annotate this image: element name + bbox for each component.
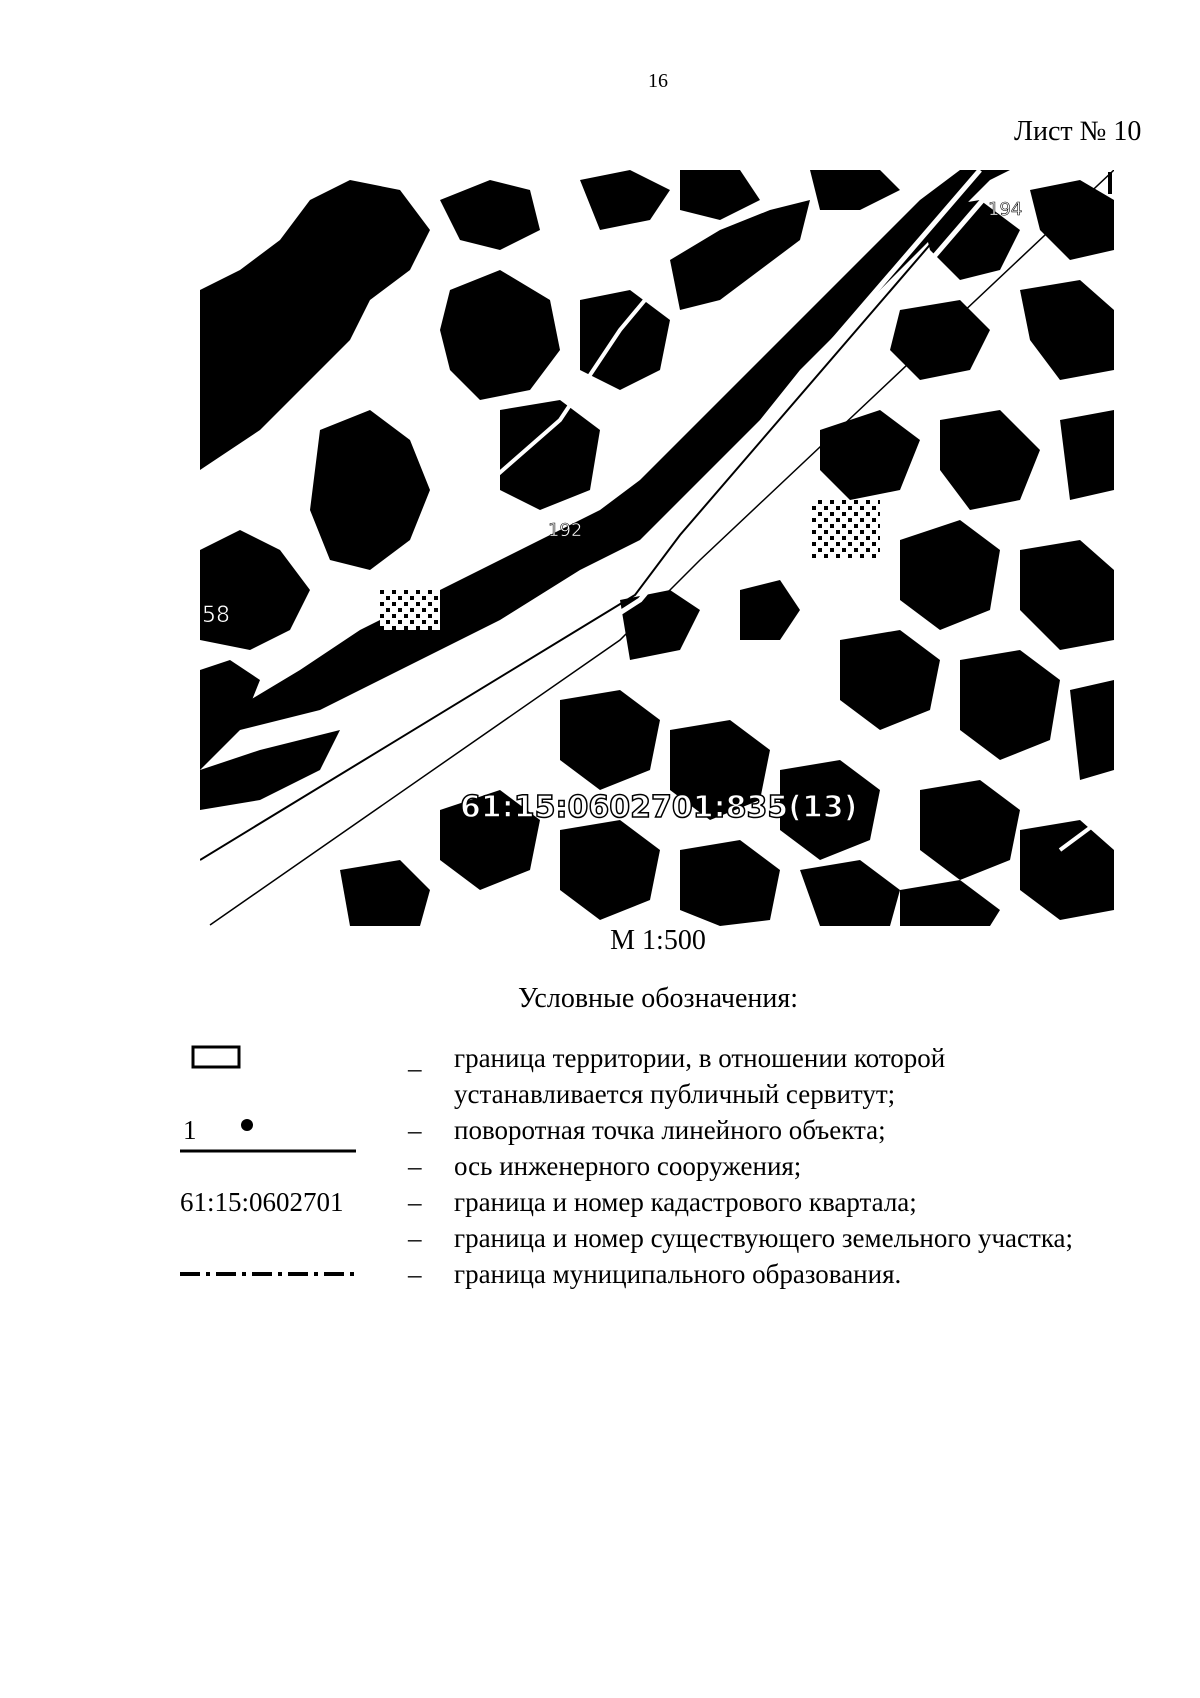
map-parcel-label: 61:15:0602701:835(13)	[460, 790, 858, 825]
legend-symbol-cadastral-number: 61:15:0602701	[180, 1187, 344, 1217]
legend-text: поворотная точка линейного объекта;	[454, 1115, 886, 1145]
legend-symbol-dash-dot-line	[180, 1256, 360, 1292]
legend-dash: –	[408, 1187, 422, 1217]
page-number: 16	[648, 70, 668, 92]
legend-dash: –	[408, 1259, 422, 1289]
legend-item-land-parcel	[180, 1220, 1120, 1256]
map-label-192: 192	[548, 520, 583, 541]
legend-item-municipal-boundary	[180, 1256, 1120, 1292]
map-scale: М 1:500	[610, 925, 706, 956]
map-image	[200, 170, 1114, 926]
legend-text: граница территории, в отношении которой устанавливается публичный сервитут;	[454, 1043, 946, 1109]
legend-item-cadastral-block	[180, 1184, 1120, 1220]
legend-dash: –	[408, 1115, 422, 1145]
legend-item-easement-boundary	[180, 1040, 1120, 1112]
legend-item-structure-axis	[180, 1148, 1120, 1184]
legend-text: ось инженерного сооружения;	[454, 1151, 802, 1181]
legend-title: Условные обозначения:	[517, 983, 799, 1014]
legend	[180, 1040, 1120, 1292]
map-label-edge: 58	[202, 603, 230, 628]
legend-dash: –	[408, 1223, 422, 1253]
legend-text: граница и номер кадастрового квартала;	[454, 1187, 917, 1217]
legend-symbol-empty	[180, 1220, 360, 1256]
legend-symbol-rectangle	[180, 1040, 360, 1076]
legend-symbol-point-number: 1	[183, 1115, 197, 1145]
map-label-163: 163	[632, 617, 663, 636]
legend-dash: –	[408, 1151, 422, 1181]
legend-text: граница и номер существующего земельного участка;	[454, 1223, 1074, 1253]
legend-item-turning-point	[180, 1112, 1120, 1148]
legend-dash: –	[408, 1053, 422, 1083]
legend-text: граница муниципального образования.	[454, 1259, 902, 1289]
sheet-label: Лист № 10	[1014, 116, 1142, 147]
map-label-194: 194	[988, 199, 1023, 220]
legend-symbol-solid-line	[180, 1148, 360, 1184]
legend-symbol-point	[180, 1112, 360, 1148]
